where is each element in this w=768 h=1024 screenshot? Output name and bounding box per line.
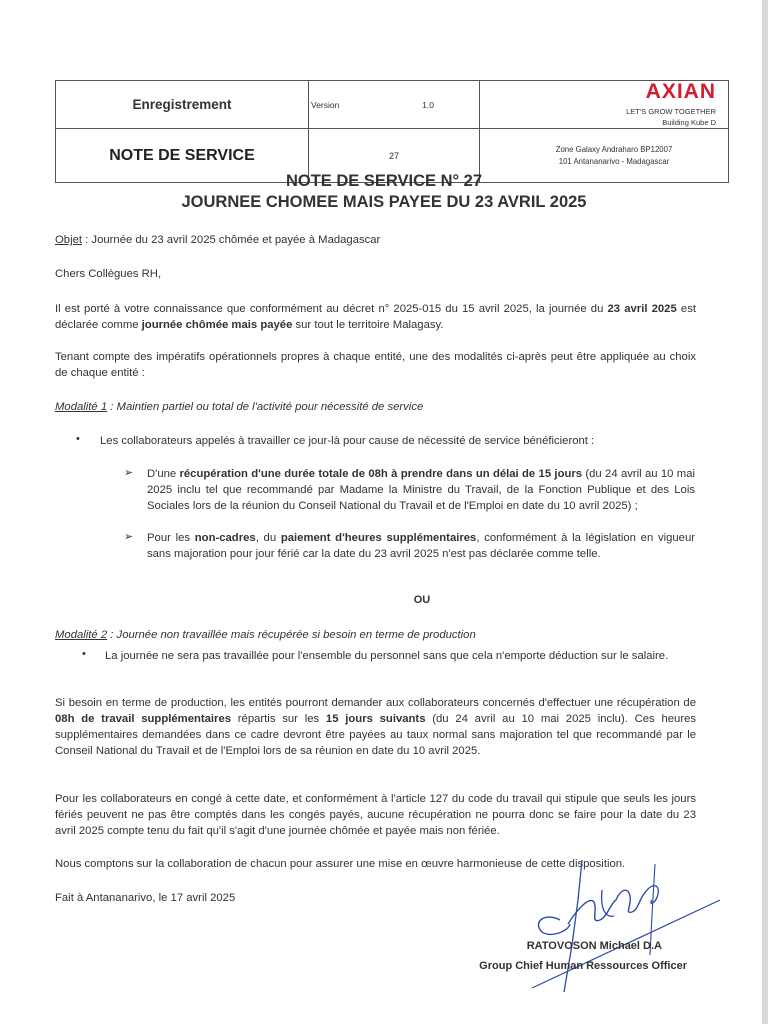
modality-2-heading <box>55 627 695 643</box>
arrow-bullet-icon: ➢ <box>124 531 134 543</box>
greeting: Chers Collègues RH, <box>55 268 162 280</box>
title-line-2: JOURNEE CHOMEE MAIS PAYEE DU 23 AVRIL 2025 <box>181 193 587 211</box>
handwritten-signature <box>520 860 720 1000</box>
intro-paragraph <box>55 301 696 333</box>
modality-1-label: Modalité 1 <box>55 401 108 413</box>
intro-text-3: sur tout le territoire Malagasy. <box>292 319 444 331</box>
page-edge <box>762 0 768 1024</box>
address-line-1: Zone Galaxy Andraharo BP12007 <box>555 144 673 154</box>
closing-paragraph: Nous comptons sur la collaboration de chacun pour assurer une mise en œuvre harmonieuse de cette disposition. <box>55 858 626 870</box>
arrow-bullet-icon: ➢ <box>124 467 134 479</box>
intro-status: journée chômée mais payée <box>141 319 293 331</box>
item-1-text-2: (du 24 avril au 10 mai 2025 inclu tel que recommandé par Madame la Ministre du Travail, de la Fonction Publique et des Lois Sociales lors de la réunion du Conseil National du Travail et de l'Emploi en date du 10 avril 2025) ; <box>147 468 695 512</box>
object-label: Objet <box>55 234 83 246</box>
modality-2-bullet: La journée ne sera pas travaillée pour l'ensemble du personnel sans que cela n'emporte déduction sur le salaire. <box>105 650 669 662</box>
context-paragraph: Tenant compte des impératifs opérationnels propres à chaque entité, une des modalités ci-après peut être appliquée au choix de chaque entité : <box>55 351 696 379</box>
intro-text-1: Il est porté à votre connaissance que conformément au décret n° 2025-015 du 15 avril 2025, la journée du <box>55 303 608 315</box>
signatory-name: RATOVOSON Michael D.A <box>526 940 662 952</box>
place-date: Fait à Antananarivo, le 17 avril 2025 <box>55 892 236 904</box>
object-text: : Journée du 23 avril 2025 chômée et payée à Madagascar <box>82 234 381 246</box>
modality-1-heading <box>55 399 695 415</box>
leave-paragraph: Pour les collaborateurs en congé à cette date, et conformément à l'article 127 du code du travail qui stipule que seuls les jours fériés peuvent ne pas être comptés dans les congés payés, aucune récupération ne pourra donc se faire pour la date du 23 avril 2025 compte tenu du fait qu'il s'agit d'une journée chômée et payée mais non fériée. <box>55 793 696 837</box>
item-2-text-1: Pour les <box>147 532 195 544</box>
modality-1-bullet: Les collaborateurs appelés à travailler ce jour-là pour cause de nécessité de service bénéficieront : <box>100 435 595 447</box>
production-bold-1: 08h de travail supplémentaires <box>55 713 232 725</box>
modality-1-text: : Maintien partiel ou total de l'activité pour nécessité de service <box>107 401 424 413</box>
item-1-bold: récupération d'une durée totale de 08h à prendre dans un délai de 15 jours <box>179 468 583 480</box>
company-slogan: LET'S GROW TOGETHER <box>626 107 716 116</box>
registration-label: Enregistrement <box>132 96 232 112</box>
doc-number: 27 <box>388 150 399 161</box>
production-bold-2: 15 jours suivants <box>325 713 426 725</box>
item-1-text-1: D'une <box>147 468 180 480</box>
bullet-icon: • <box>82 648 86 660</box>
company-cell <box>480 81 729 129</box>
intro-text-2: est déclarée comme <box>55 303 696 331</box>
registration-cell <box>56 81 309 129</box>
company-logo: AXIAN <box>645 80 716 103</box>
signatory-title: Group Chief Human Ressources Officer <box>479 960 687 972</box>
item-2-bold-2: paiement d'heures supplémentaires <box>280 532 477 544</box>
or-separator: OU <box>413 594 431 606</box>
object-line <box>55 232 695 248</box>
modality-2-label: Modalité 2 <box>55 629 108 641</box>
production-paragraph <box>55 695 696 759</box>
modality-2-text: : Journée non travaillée mais récupérée si besoin en terme de production <box>107 629 476 641</box>
header-table <box>55 80 729 183</box>
item-2-text-2: , du <box>255 532 281 544</box>
title-line-1: NOTE DE SERVICE N° 27 <box>285 172 483 190</box>
production-text-3: (du 24 avril au 10 mai 2025 inclu). Ces heures supplémentaires demandées dans ce cadre devront être payées au taux normal sans majoration tel que recommandé par le Conseil National du Travail et de l'Emploi lors de sa réunion en date du 10 avril 2025. <box>55 713 697 757</box>
production-text-2: répartis sur les <box>231 713 326 725</box>
version-value: 1.0 <box>422 99 434 110</box>
production-text-1: Si besoin en terme de production, les entités pourront demander aux collaborateurs concernés d'effectuer une récupération de <box>55 697 696 709</box>
doc-type-label: NOTE DE SERVICE <box>109 146 255 164</box>
version-cell <box>309 81 480 129</box>
item-2-bold-1: non-cadres <box>194 532 256 544</box>
item-2-text-3: , conformément à la législation en vigueur sans majoration pour jour férié car la date du 23 avril 2025 n'est pas déclarée comme telle. <box>147 532 696 560</box>
intro-date: 23 avril 2025 <box>607 303 677 315</box>
version-label: Version <box>311 99 340 110</box>
bullet-icon: • <box>76 433 80 445</box>
address-line-2: 101 Antananarivo - Madagascar <box>558 156 670 166</box>
modality-1-item-2 <box>147 530 695 562</box>
company-building: Building Kube D <box>662 118 716 127</box>
modality-1-item-1 <box>147 466 695 514</box>
